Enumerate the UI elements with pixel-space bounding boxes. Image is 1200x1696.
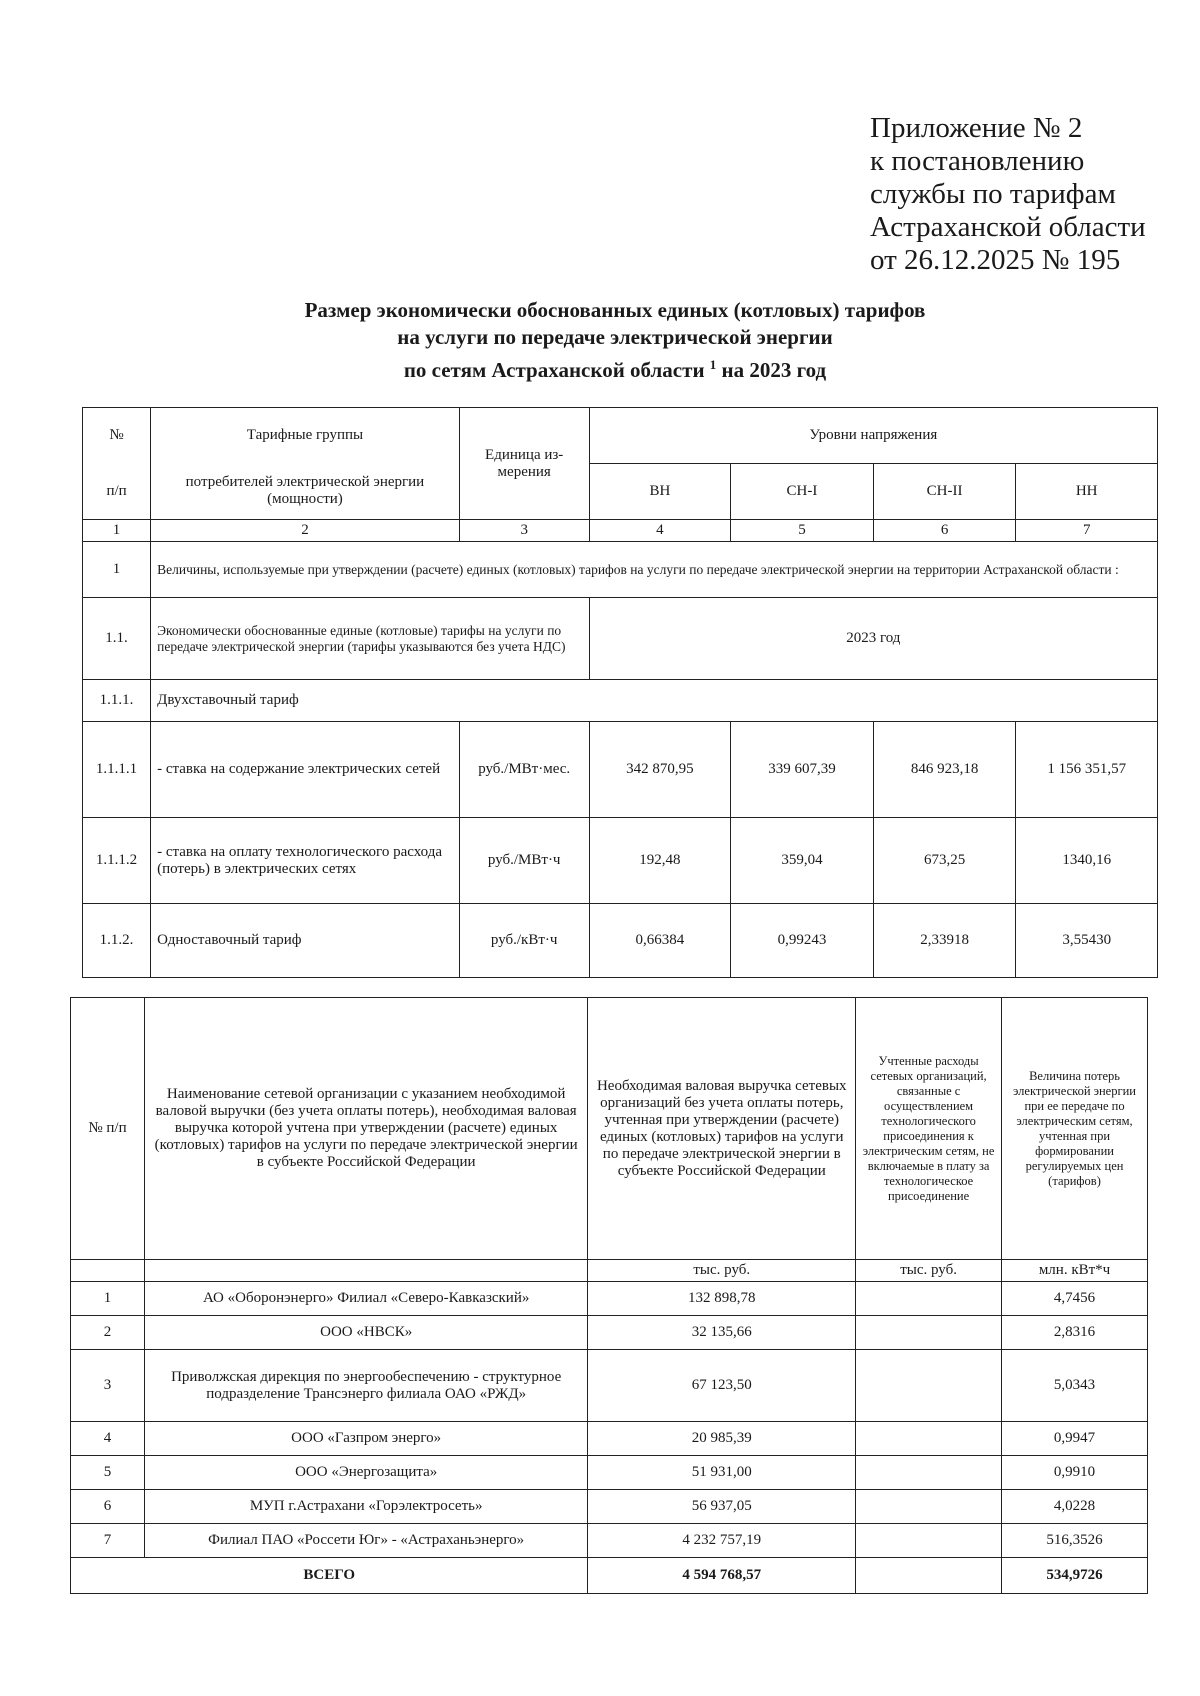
col-number: 6 [873,520,1016,542]
org-unit-empty [71,1260,145,1282]
org-row-losses: 2,8316 [1002,1316,1148,1350]
row-1-1-1-2-nn: 1340,16 [1016,818,1158,904]
org-row-losses: 0,9947 [1002,1422,1148,1456]
col-number: 2 [151,520,460,542]
row-1-1-1-text: Двухставочный тариф [151,680,1158,722]
table-row [71,1490,1148,1524]
org-row-expenses [856,1350,1002,1422]
table-row [71,1456,1148,1490]
table-row [71,1524,1148,1558]
org-row-expenses [856,1422,1002,1456]
org-head-losses: Величина потерь электрической энергии при ее передаче по электрическим сетям, учтенная при формировании регулируемых цен (тарифов) [1002,998,1148,1260]
head-levels: Уровни напряжения [589,408,1157,464]
org-row-num: 1 [71,1282,145,1316]
title-line-3 [150,351,1080,384]
org-row-num: 6 [71,1490,145,1524]
org-row-name: ООО «Газпром энерго» [144,1422,587,1456]
org-unit-expenses: тыс. руб. [856,1260,1002,1282]
row-1-1-2-text: Одноставочный тариф [151,904,460,978]
org-row-nvv: 20 985,39 [588,1422,856,1456]
row-1-1-1-2-vn: 192,48 [589,818,731,904]
org-row-name: АО «Оборонэнерго» Филиал «Северо-Кавказский» [144,1282,587,1316]
row-1-1-1-1-text: - ставка на содержание электрических сетей [151,722,460,818]
org-unit-empty [144,1260,587,1282]
head-unit: Единица из-мерения [459,408,589,520]
org-row-expenses [856,1316,1002,1350]
col-number: 4 [589,520,731,542]
row-1-1-num: 1.1. [83,598,151,680]
footnote-mark: 1 [709,357,717,372]
org-row-num: 5 [71,1456,145,1490]
annex-line-4: Астраханской области [870,211,1146,243]
level-sn1: СН-I [731,464,874,520]
title-line-1: Размер экономически обоснованных единых (котловых) тарифов [304,298,926,322]
row-1-1-1-num: 1.1.1. [83,680,151,722]
col-number: 7 [1016,520,1158,542]
document-title [150,297,1080,384]
annex-block [870,112,1190,277]
title-line-3-tail: на 2023 год [721,358,827,382]
level-nn: НН [1016,464,1158,520]
org-unit-losses: млн. кВт*ч [1002,1260,1148,1282]
org-row-name: Филиал ПАО «Россети Юг» - «Астраханьэнерго» [144,1524,587,1558]
col-number: 3 [459,520,589,542]
row-1-1-1-2-unit: руб./МВт·ч [459,818,589,904]
row-1-1-1-1-vn: 342 870,95 [589,722,731,818]
row-1-1-2-nn: 3,55430 [1016,904,1158,978]
org-row-expenses [856,1490,1002,1524]
org-row-nvv: 67 123,50 [588,1350,856,1422]
head-group-top: Тарифные группы [151,408,460,464]
org-row-losses: 516,3526 [1002,1524,1148,1558]
annex-line-5: от 26.12.2025 № 195 [870,244,1121,276]
row-1-1-2-unit: руб./кВт·ч [459,904,589,978]
org-head-nvv: Необходимая валовая выручка сетевых организаций без учета оплаты потерь, учтенная при утверждении (расчете) единых (котловых) тарифов на услуги по передаче электрической энергии в субъекте Российской Федерации [588,998,856,1260]
row-1-1-2-num: 1.1.2. [83,904,151,978]
row-1-text: Величины, используемые при утверждении (расчете) единых (котловых) тарифов на услуги по передаче электрической энергии на территории Астраханской области : [151,542,1158,598]
org-row-name: МУП г.Астрахани «Горэлектросеть» [144,1490,587,1524]
org-row-expenses [856,1282,1002,1316]
org-row-losses: 0,9910 [1002,1456,1148,1490]
row-1-1-1-2-text: - ставка на оплату технологического расхода (потерь) в электрических сетях [151,818,460,904]
org-row-num: 4 [71,1422,145,1456]
org-row-num: 2 [71,1316,145,1350]
level-sn2: СН-II [873,464,1016,520]
org-row-losses: 4,7456 [1002,1282,1148,1316]
org-row-nvv: 4 232 757,19 [588,1524,856,1558]
org-unit-nvv: тыс. руб. [588,1260,856,1282]
table-row [71,1282,1148,1316]
head-num-top: № [83,408,151,464]
org-head-name: Наименование сетевой организации с указанием необходимой валовой выручки (без учета оплаты потерь), необходимая валовая выручка которой учтена при утверждении (расчете) единых (котловых) тарифов на услуги по передаче электрической энергии в субъекте Российской Федерации [144,998,587,1260]
org-row-losses: 4,0228 [1002,1490,1148,1524]
org-row-name: ООО «Энергозащита» [144,1456,587,1490]
head-group-bottom: потребителей электрической энергии (мощности) [151,464,460,520]
col-number: 1 [83,520,151,542]
row-1-1-year: 2023 год [589,598,1157,680]
row-1-1-text: Экономически обоснованные единые (котловые) тарифы на услуги по передаче электрической энергии (тарифы указываются без учета НДС) [151,598,590,680]
head-num-bottom: п/п [83,464,151,520]
row-1-1-2-vn: 0,66384 [589,904,731,978]
table-row [71,1422,1148,1456]
title-line-3-text: по сетям Астраханской области [403,358,705,382]
level-vn: ВН [589,464,731,520]
org-row-nvv: 132 898,78 [588,1282,856,1316]
org-row-nvv: 56 937,05 [588,1490,856,1524]
table-row [71,1350,1148,1422]
org-head-num: № п/п [71,998,145,1260]
total-nvv: 4 594 768,57 [588,1558,856,1594]
org-row-nvv: 51 931,00 [588,1456,856,1490]
tariff-table [82,407,1158,978]
row-1-1-1-1-sn2: 846 923,18 [873,722,1016,818]
org-head-expenses: Учтенные расходы сетевых организаций, связанные с осуществлением технологического присоединения к электрическим сетям, не включаемые в плату за технологическое присоединение [856,998,1002,1260]
org-row-num: 7 [71,1524,145,1558]
row-1-1-1-2-num: 1.1.1.2 [83,818,151,904]
row-1-1-1-2-sn2: 673,25 [873,818,1016,904]
total-row [71,1558,1148,1594]
org-row-num: 3 [71,1350,145,1422]
annex-line-3: службы по тарифам [870,178,1116,210]
table-row [71,1316,1148,1350]
total-losses: 534,9726 [1002,1558,1148,1594]
annex-line-2: к постановлению [870,145,1085,177]
row-1-1-1-2-sn1: 359,04 [731,818,874,904]
row-1-1-1-1-unit: руб./МВт·мес. [459,722,589,818]
org-row-nvv: 32 135,66 [588,1316,856,1350]
title-line-2: на услуги по передаче электрической энергии [397,325,833,349]
row-1-1-2-sn1: 0,99243 [731,904,874,978]
row-1-1-1-1-sn1: 339 607,39 [731,722,874,818]
row-1-1-1-1-num: 1.1.1.1 [83,722,151,818]
org-row-name: ООО «НВСК» [144,1316,587,1350]
org-row-losses: 5,0343 [1002,1350,1148,1422]
annex-line-1: Приложение № 2 [870,112,1083,144]
org-row-expenses [856,1524,1002,1558]
total-expenses [856,1558,1002,1594]
col-number: 5 [731,520,874,542]
total-label: ВСЕГО [71,1558,588,1594]
row-1-num: 1 [83,542,151,598]
org-table [70,997,1148,1594]
org-row-expenses [856,1456,1002,1490]
org-row-name: Приволжская дирекция по энергообеспечению - структурное подразделение Трансэнерго филиала ОАО «РЖД» [144,1350,587,1422]
row-1-1-1-1-nn: 1 156 351,57 [1016,722,1158,818]
row-1-1-2-sn2: 2,33918 [873,904,1016,978]
